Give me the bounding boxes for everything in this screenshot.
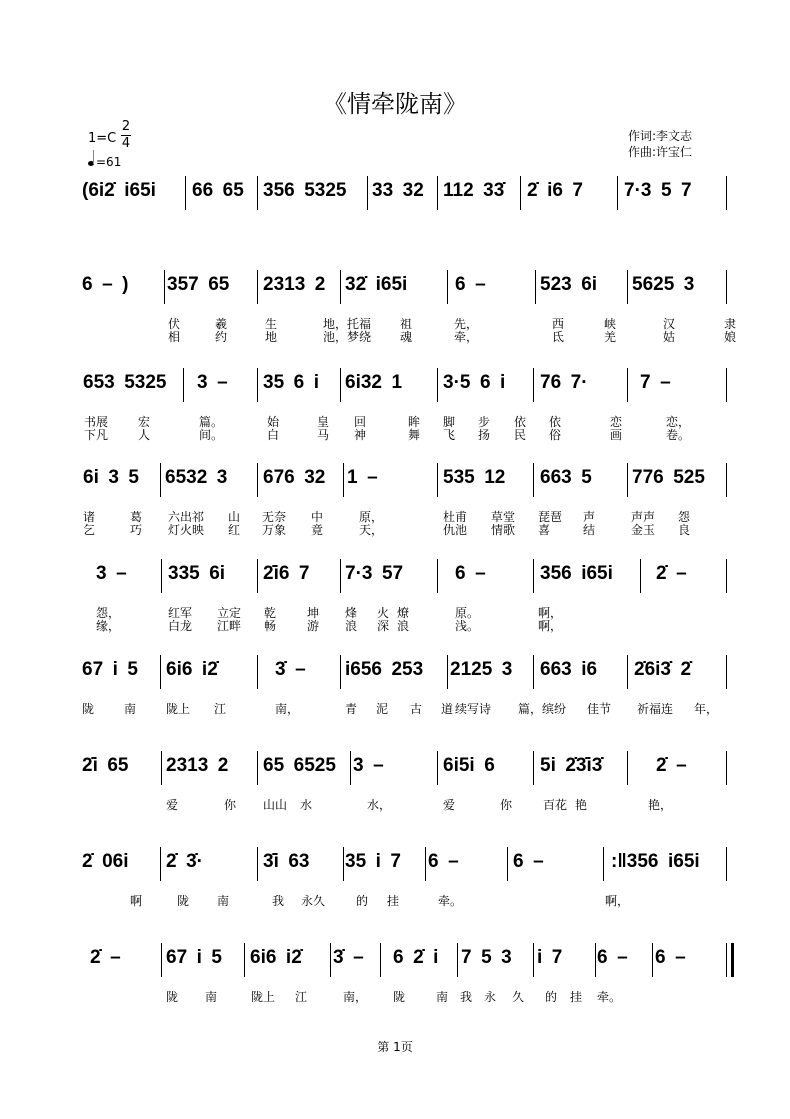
time-signature [121, 120, 131, 151]
barline [185, 176, 186, 210]
lyric-syllable: 葛 [130, 510, 143, 524]
barline [627, 368, 628, 402]
lyric-syllable: 扬 [478, 428, 491, 442]
lyric-syllable: 马 [317, 428, 330, 442]
barline [343, 463, 344, 497]
lyric-syllable: 南， [343, 990, 368, 1004]
lyric-syllable: 俗 [549, 428, 562, 442]
lyric-syllable: 祖 [400, 317, 413, 331]
lyric-syllable: 青 [345, 702, 358, 716]
lyric-syllable: 卷。 [666, 428, 691, 442]
lyric-syllable: 南 [217, 894, 230, 908]
measure: 3 – [197, 372, 228, 393]
lyric-syllable: 伏 [168, 317, 181, 331]
barline [340, 559, 341, 593]
lyric-syllable: 原。 [455, 606, 480, 620]
barline [160, 655, 161, 689]
lyric-syllable: 生 [265, 317, 278, 331]
barline [161, 559, 162, 593]
measure: 5i 2̇3̇i3̇ [540, 755, 603, 776]
lyric-syllable: 恋， [666, 415, 691, 429]
barline [627, 751, 628, 785]
barline [257, 270, 258, 304]
measure: 2̇ – [656, 755, 687, 776]
lyric-syllable: 篇，缤纷 [518, 702, 567, 716]
barline [726, 847, 727, 881]
measure: 67 i 5 [82, 659, 138, 680]
lyric-syllable: 永 [484, 990, 497, 1004]
lyric-syllable: 爱 [443, 798, 456, 812]
barline [533, 368, 534, 402]
barline [257, 463, 258, 497]
lyric-syllable: 声 [583, 510, 596, 524]
measure: 7 5 3 [461, 947, 512, 968]
barline [257, 847, 258, 881]
barline [726, 559, 727, 593]
barline [160, 463, 161, 497]
credits [628, 128, 692, 160]
time-signature-bottom: 4 [121, 136, 131, 151]
lyric-syllable: 水 [300, 798, 313, 812]
lyric-syllable: 燎 [397, 606, 410, 620]
barline [257, 751, 258, 785]
barline [340, 368, 341, 402]
lyric-syllable: 步 [478, 415, 491, 429]
measure: 6 – [597, 947, 628, 968]
lyric-syllable: 山山 [263, 798, 288, 812]
lyric-syllable: 艳 [575, 798, 588, 812]
measure: 2̇i6 7 [263, 563, 310, 584]
measure: 523 6i [540, 274, 598, 295]
measure: 2̇ – [90, 947, 121, 968]
barline [340, 655, 341, 689]
lyric-syllable: 舞 [408, 428, 421, 442]
lyric-syllable: 乾 [264, 606, 277, 620]
measure: 356 5325 [263, 180, 347, 201]
measure: 6 – [513, 851, 544, 872]
lyric-syllable: 约 [215, 330, 228, 344]
measure: 2̇i 65 [82, 755, 129, 776]
lyric-syllable: 水， [367, 798, 392, 812]
lyric-syllable: 永久 [301, 894, 326, 908]
lyric-syllable: 祈福连 [637, 702, 674, 716]
measure: 2̇ 06i [82, 851, 129, 872]
measure: 6 – [455, 563, 486, 584]
barline [533, 751, 534, 785]
lyric-syllable: 缘， [96, 619, 121, 633]
barline [533, 559, 534, 593]
lyric-syllable: 杜甫 [443, 510, 468, 524]
measure: 535 12 [443, 467, 506, 488]
lyric-syllable: 魂 [400, 330, 413, 344]
barline [437, 559, 438, 593]
barline [595, 943, 596, 977]
lyric-syllable: 汉 [663, 317, 676, 331]
lyric-syllable: 结 [583, 523, 596, 537]
measure: (6i2̇ i65i [82, 180, 156, 201]
barline [257, 559, 258, 593]
lyric-syllable: 篇。 [199, 415, 224, 429]
barline [726, 751, 727, 785]
lyric-syllable: 娘 [724, 330, 737, 344]
measure: 32̇ i65i [345, 274, 408, 295]
lyric-syllable: 牵。 [597, 990, 622, 1004]
lyric-syllable: 眸 [408, 415, 421, 429]
lyric-syllable: 续写诗 [455, 702, 492, 716]
measure: 676 32 [263, 467, 326, 488]
barline [627, 655, 628, 689]
lyric-syllable: 游 [307, 619, 320, 633]
barline [437, 176, 438, 210]
barline [425, 847, 426, 881]
measure: 3̇ – [333, 947, 364, 968]
lyric-syllable: 白龙 [168, 619, 193, 633]
lyric-syllable: 南 [436, 990, 449, 1004]
measure: 6532 3 [165, 467, 228, 488]
lyric-syllable: 畅 [264, 619, 277, 633]
lyric-syllable: 艳， [648, 798, 673, 812]
lyric-syllable: 中 [311, 510, 324, 524]
barline [726, 463, 727, 497]
measure: 65 6525 [263, 755, 336, 776]
lyric-syllable: 我 [272, 894, 285, 908]
final-barline [726, 943, 734, 977]
quarter-note-icon [88, 161, 94, 166]
measure: 1 – [347, 467, 378, 488]
lyric-syllable: 诸 [83, 510, 96, 524]
song-title: 《情牵陇南》 [323, 90, 467, 118]
measure: 6 – [428, 851, 459, 872]
barline [457, 943, 458, 977]
lyric-syllable: 六出祁 [168, 510, 205, 524]
barline [640, 559, 641, 593]
lyric-syllable: 我 [460, 990, 473, 1004]
measure: 2̇ – [656, 563, 687, 584]
lyric-syllable: 依 [549, 415, 562, 429]
lyric-syllable: 声声 [631, 510, 656, 524]
lyric-syllable: 牵。 [438, 894, 463, 908]
barline [160, 847, 161, 881]
lyric-syllable: 民 [514, 428, 527, 442]
barline [437, 751, 438, 785]
lyric-syllable: 原， [359, 510, 384, 524]
lyric-syllable: 立定 [217, 606, 242, 620]
lyric-syllable: 下凡 [84, 428, 109, 442]
lyric-syllable: 陇 [393, 990, 406, 1004]
barline [244, 943, 245, 977]
measure: 6i5i 6 [443, 755, 495, 776]
lyric-syllable: 南 [124, 702, 137, 716]
measure: 356 i65i [540, 563, 613, 584]
measure: 6 – ) [82, 274, 129, 295]
barline [437, 463, 438, 497]
measure: 2̇6i3̇ 2̇ [634, 659, 692, 680]
lyric-syllable: 人 [138, 428, 151, 442]
measure: :‖356 i65i [611, 851, 700, 872]
lyric-syllable: 浪 [345, 619, 358, 633]
lyric-syllable: 回 [354, 415, 367, 429]
measure: 663 i6 [540, 659, 598, 680]
key-signature: 1=C [88, 131, 117, 146]
barline [726, 368, 727, 402]
lyric-syllable: 火 [377, 606, 390, 620]
lyric-syllable: 宏 [138, 415, 151, 429]
lyric-syllable: 啊 [130, 894, 143, 908]
lyric-syllable: 挂 [570, 990, 583, 1004]
lyric-syllable: 久 [512, 990, 525, 1004]
measure: 3̇ – [275, 659, 306, 680]
lyric-syllable: 西 [552, 317, 565, 331]
lyric-syllable: 红 [228, 523, 241, 537]
lyric-syllable: 江 [295, 990, 308, 1004]
barline [533, 655, 534, 689]
lyric-syllable: 坤 [307, 606, 320, 620]
barline [627, 270, 628, 304]
lyric-syllable: 恋 [610, 415, 623, 429]
lyric-syllable: 牵， [454, 330, 479, 344]
measure: 2313 2 [166, 755, 229, 776]
lyric-syllable: 万象 [262, 523, 287, 537]
barline [726, 655, 727, 689]
measure: 6i32 1 [345, 372, 403, 393]
measure: 7·3 57 [345, 563, 404, 584]
measure: 35 6 i [263, 372, 319, 393]
barline [330, 943, 331, 977]
measure: 35 i 7 [345, 851, 401, 872]
barline [533, 943, 534, 977]
lyric-syllable: 皇 [317, 415, 330, 429]
lyric-syllable: 情歌 [491, 523, 516, 537]
barline [437, 368, 438, 402]
measure: 2̇ i6 7 [527, 180, 583, 201]
lyric-syllable: 始 [267, 415, 280, 429]
measure: 6 – [655, 947, 686, 968]
lyric-syllable: 挂 [387, 894, 400, 908]
lyric-syllable: 峡 [604, 317, 617, 331]
lyric-syllable: 年， [694, 702, 719, 716]
lyric-syllable: 良 [678, 523, 691, 537]
lyric-syllable: 书展 [84, 415, 109, 429]
barline [164, 270, 165, 304]
lyric-syllable: 地，托福 [323, 317, 372, 331]
lyric-syllable: 的 [545, 990, 558, 1004]
measure: 3̇i 63 [263, 851, 310, 872]
barline [520, 176, 521, 210]
measure: 66 65 [192, 180, 244, 201]
barline [257, 368, 258, 402]
lyric-syllable: 仇池 [443, 523, 468, 537]
lyric-syllable: 氐 [552, 330, 565, 344]
lyric-syllable: 草堂 [491, 510, 516, 524]
lyric-syllable: 你 [500, 798, 513, 812]
lyric-syllable: 你 [224, 798, 237, 812]
measure: i656 253 [345, 659, 424, 680]
lyric-syllable: 山 [228, 510, 241, 524]
measure: 653 5325 [83, 372, 167, 393]
measure: 67 i 5 [166, 947, 222, 968]
lyric-syllable: 喜 [538, 523, 551, 537]
barline [627, 463, 628, 497]
lyric-syllable: 古 [410, 702, 423, 716]
lyric-syllable: 脚 [443, 415, 456, 429]
measure: 335 6i [168, 563, 226, 584]
lyric-syllable: 百花 [543, 798, 568, 812]
lyric-syllable: 隶 [724, 317, 737, 331]
lyric-syllable: 巧 [130, 523, 143, 537]
barline [343, 847, 344, 881]
lyric-syllable: 烽 [345, 606, 358, 620]
lyric-syllable: 飞 [443, 428, 456, 442]
barline [617, 176, 618, 210]
lyric-syllable: 先， [454, 317, 479, 331]
composer: 作曲:许宝仁 [628, 145, 693, 159]
lyricist: 作词:李文志 [628, 129, 693, 143]
lyric-syllable: 啊， [605, 894, 630, 908]
measure: 2125 3 [450, 659, 513, 680]
lyric-syllable: 爱 [166, 798, 179, 812]
lyric-syllable: 琵琶 [538, 510, 563, 524]
lyric-syllable: 怨 [678, 510, 691, 524]
lyric-syllable: 的 [356, 894, 369, 908]
measure: 3·5 6 i [443, 372, 506, 393]
measure: 3 – [353, 755, 384, 776]
lyric-syllable: 陇 [166, 990, 179, 1004]
barline [161, 751, 162, 785]
lyric-syllable: 羲 [215, 317, 228, 331]
lyric-syllable: 泥 [376, 702, 389, 716]
lyric-syllable: 江畔 [217, 619, 242, 633]
lyric-syllable: 佳节 [587, 702, 612, 716]
measure: 6i 3 5 [83, 467, 139, 488]
lyric-syllable: 陇上 [251, 990, 276, 1004]
barline [507, 847, 508, 881]
lyric-syllable: 间。 [199, 428, 224, 442]
lyric-syllable: 深 [377, 619, 390, 633]
lyric-syllable: 天， [359, 523, 384, 537]
measure: 5625 3 [632, 274, 695, 295]
measure: 6i6 i2̇ [166, 659, 218, 680]
measure: 357 65 [167, 274, 230, 295]
lyric-syllable: 池，梦绕 [323, 330, 372, 344]
lyric-syllable: 无奈 [262, 510, 287, 524]
lyric-syllable: 南 [205, 990, 218, 1004]
lyric-syllable: 啊， [538, 606, 563, 620]
measure: 6 2̇ i [393, 947, 439, 968]
lyric-syllable: 姑 [663, 330, 676, 344]
lyric-syllable: 浪 [397, 619, 410, 633]
lyric-syllable: 怨， [96, 606, 121, 620]
barline [257, 176, 258, 210]
barline [447, 655, 448, 689]
lyric-syllable: 地 [265, 330, 278, 344]
tempo-marking [88, 155, 121, 169]
barline [183, 368, 184, 402]
lyric-syllable: 陇 [177, 894, 190, 908]
lyric-syllable: 陇上 [166, 702, 191, 716]
measure: 776 525 [632, 467, 705, 488]
barline [533, 463, 534, 497]
lyric-syllable: 竟 [311, 523, 324, 537]
measure: 2313 2 [263, 274, 326, 295]
page-number: 第 1页 [377, 1040, 413, 1054]
measure: 33 32 [372, 180, 424, 201]
barline [350, 751, 351, 785]
lyric-syllable: 羌 [604, 330, 617, 344]
lyric-syllable: 浅。 [455, 619, 480, 633]
barline [340, 270, 341, 304]
lyric-syllable: 陇 [82, 702, 95, 716]
barline [161, 943, 162, 977]
lyric-syllable: 相 [168, 330, 181, 344]
lyric-syllable: 道 [441, 702, 454, 716]
lyric-syllable: 红军 [168, 606, 193, 620]
measure: 7·3 5 7 [624, 180, 692, 201]
lyric-syllable: 画 [610, 428, 623, 442]
measure: 112 33̇ [443, 180, 505, 201]
barline [367, 176, 368, 210]
barline [535, 270, 536, 304]
measure: 7 – [640, 372, 671, 393]
measure: i 7 [537, 947, 563, 968]
lyric-syllable: 依 [514, 415, 527, 429]
lyric-syllable: 白 [267, 428, 280, 442]
lyric-syllable: 乞 [83, 523, 96, 537]
measure: 663 5 [540, 467, 592, 488]
barline [726, 270, 727, 304]
measure: 3 – [96, 563, 127, 584]
lyric-syllable: 南， [275, 702, 300, 716]
lyric-syllable: 啊， [538, 619, 563, 633]
lyric-syllable: 金玉 [631, 523, 656, 537]
measure: 2̇ 3̇· [166, 851, 203, 872]
time-signature-top: 2 [121, 119, 131, 134]
barline [447, 270, 448, 304]
barline [726, 176, 727, 210]
barline [652, 943, 653, 977]
measure: 6i6 i2̇ [250, 947, 302, 968]
measure: 76 7· [540, 372, 588, 393]
lyric-syllable: 灯火映 [168, 523, 205, 537]
barline [257, 655, 258, 689]
barline [380, 943, 381, 977]
lyric-syllable: 神 [354, 428, 367, 442]
measure: 6 – [455, 274, 486, 295]
lyric-syllable: 江 [214, 702, 227, 716]
barline [603, 847, 604, 881]
tempo-value: =61 [96, 155, 122, 169]
